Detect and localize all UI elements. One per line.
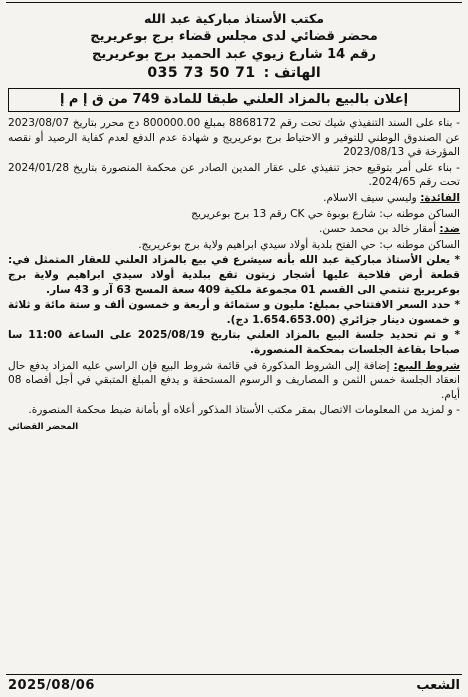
- newspaper-name: الشعب: [416, 678, 460, 693]
- paragraph-beneficiary: [8, 191, 460, 206]
- office-phone: [8, 64, 460, 82]
- conditions-text: إضافة إلى الشروط المذكورة في قائمة شروط البيع فإن الراسي عليه المزاد يدفع حال انعقاد الجلسة خمس الثمن و المصاريف و الرسوم المستحقة و يدفع المبلغ المتبقي في أجل أقصاه 08 أيام.: [8, 359, 460, 401]
- phone-number: 035 73 50 71: [147, 65, 256, 81]
- paragraph-seizure-order: - بناء على أمر بتوقيع حجز تنفيذي على عقار المدين الصادر عن محكمة المنصورة بتاريخ 2024/01/28 تحت رقم 2024/65.: [8, 161, 460, 189]
- signature-row: [8, 419, 460, 435]
- top-divider: [6, 2, 462, 3]
- paragraph-execution-title: - بناء على السند التنفيذي شيك تحت رقم 8868172 بمبلغ 800000.00 دج محرر بتاريخ 2023/08/07 عن الصندوق الوطني للتوفير و الاحتياط برج بوعريريج و شهادة عدم الدفع لعدم كفاية الرصيد أو نقصه المؤرخة في 2023/08/13: [8, 117, 460, 159]
- paragraph-opening-price: * حدد السعر الافتتاحي بمبلغ: مليون و ستمائة و أربعة و خمسون ألف و ستة مائة و ثلاثة و خمسون دينار جزائري (1.654.653.00 دج).: [8, 299, 460, 326]
- office-title: محضر قضائي لدى مجلس قضاء برج بوعريريج: [90, 29, 378, 44]
- notice-header: [8, 10, 460, 82]
- paragraph-debtor-address: الساكن موطنه ب: حي الفتح بلدية أولاد سيدي ابراهيم ولاية برج بوعريريج.: [138, 238, 460, 251]
- against-label: ضد:: [439, 223, 460, 236]
- phone-label: الهاتف :: [263, 65, 321, 81]
- publication-date: 2025/08/06: [8, 678, 95, 693]
- footer-divider: [6, 674, 462, 675]
- paragraph-beneficiary-address: الساكن موطنه ب: شارع بوبوة حي CK رقم 13 برج بوعريريج: [191, 207, 460, 220]
- paragraph-debtor: [8, 222, 460, 237]
- notice-body: [8, 116, 460, 434]
- debtor-name: أمقار خالد بن محمد حسن.: [319, 223, 437, 236]
- beneficiary-label: الفائدة:: [420, 191, 460, 204]
- paragraph-conditions: [8, 359, 460, 403]
- notice-footer: [8, 678, 460, 693]
- office-address: رقم 14 شارع زيوي عبد الحميد برج بوعريريج: [92, 47, 376, 62]
- conditions-label: شروط البيع:: [393, 359, 461, 372]
- paragraph-auction-session: * و تم تحديد جلسة البيع بالمزاد العلني بتاريخ 2025/08/19 على الساعة 11:00 سا صباحا بقاعة الجلسات بمحكمة المنصورة.: [8, 329, 460, 356]
- closing-block: [8, 403, 460, 419]
- paragraph-contact: - و لمزيد من المعلومات الاتصال بمقر مكتب الأستاذ المذكور أعلاه أو بأمانة ضبط محكمة المنصورة.: [28, 404, 460, 417]
- beneficiary-name: وليسي سيف الاسلام.: [323, 191, 417, 204]
- signature: المحضر القضائي: [8, 421, 79, 432]
- paragraph-property: * يعلن الأستاذ مباركية عبد الله بأنه سيشرع في بيع بالمزاد العلني للعقار المتمثل في: قطعة أرض فلاحية عليها أشجار زيتون تقع ببلدية أولاد سيدي ابراهيم ولاية برج بوعريريج تنتمي الى القسم 01 مجموعة ملكية 409 سعة المسح 63 آر و 43 سار.: [8, 254, 460, 296]
- notice-title: إعلان بالبيع بالمزاد العلني طبقا للمادة 749 من ق إ م إ: [8, 88, 460, 112]
- office-name: مكتب الأستاذ مباركية عبد الله: [143, 11, 325, 26]
